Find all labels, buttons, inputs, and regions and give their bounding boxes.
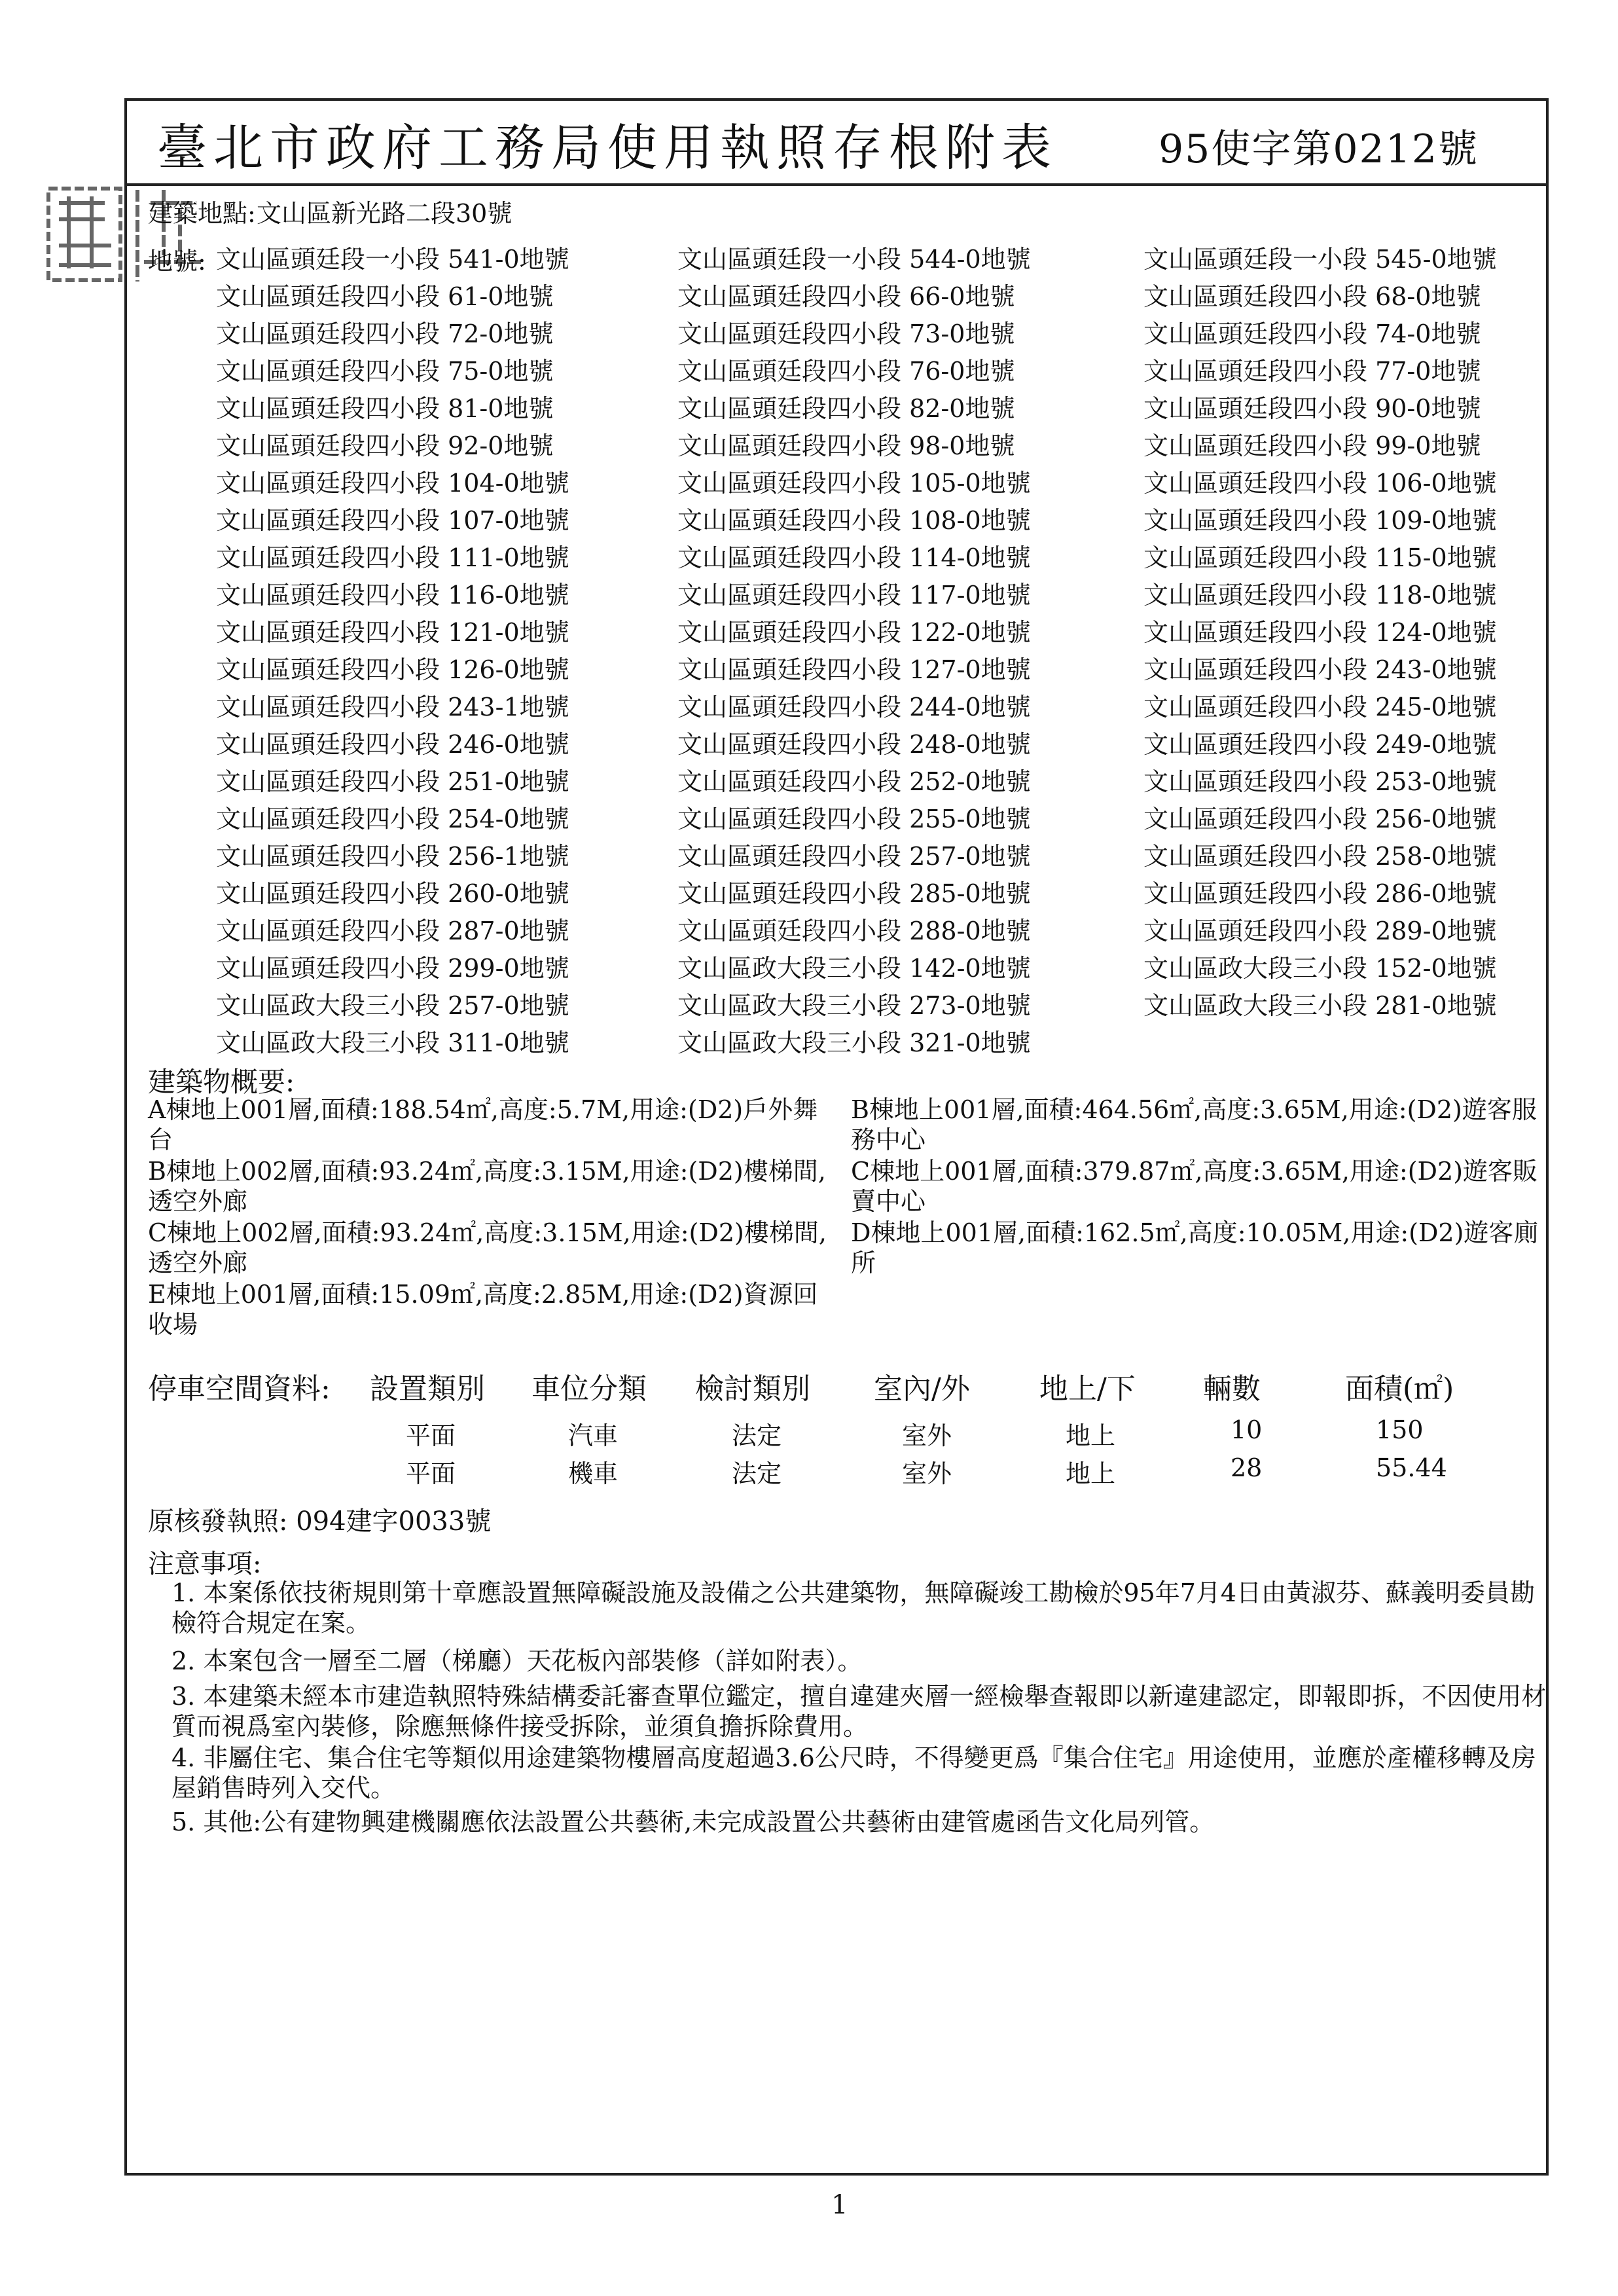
lot-item: 文山區頭廷段四小段 82-0地號 [677, 394, 1015, 423]
lot-item: 文山區頭廷段四小段 299-0地號 [216, 954, 569, 983]
building-item: B棟地上001層,面積:464.56㎡,高度:3.65M,用途:(D2)遊客服務中心 [851, 1095, 1537, 1154]
parking-cell: 10 [1231, 1415, 1263, 1444]
lot-item: 文山區頭廷段四小段 254-0地號 [216, 805, 569, 833]
building-item: E棟地上001層,面積:15.09㎡,高度:2.85M,用途:(D2)資源回收場 [148, 1280, 818, 1339]
lot-item: 文山區頭廷段四小段 66-0地號 [677, 282, 1015, 311]
lot-item: 文山區頭廷段四小段 68-0地號 [1143, 282, 1481, 311]
lot-item: 文山區頭廷段四小段 289-0地號 [1143, 917, 1497, 945]
parking-header: 面積(㎡) [1345, 1372, 1454, 1406]
lot-item: 文山區政大段三小段 152-0地號 [1143, 954, 1497, 983]
lot-item: 文山區頭廷段四小段 115-0地號 [1143, 543, 1497, 572]
title-divider [124, 183, 1549, 186]
lot-item: 文山區頭廷段四小段 74-0地號 [1143, 319, 1481, 348]
lot-item: 文山區頭廷段一小段 541-0地號 [216, 245, 569, 274]
lot-item: 文山區頭廷段四小段 285-0地號 [677, 879, 1031, 908]
lot-item: 文山區頭廷段四小段 81-0地號 [216, 394, 554, 423]
lot-item: 文山區頭廷段四小段 287-0地號 [216, 917, 569, 945]
lot-item: 文山區政大段三小段 273-0地號 [677, 991, 1031, 1020]
parking-cell: 室外 [902, 1421, 952, 1450]
parking-header: 室內/外 [874, 1372, 970, 1406]
parking-cell: 平面 [406, 1459, 456, 1488]
lot-item: 文山區頭廷段四小段 255-0地號 [677, 805, 1031, 833]
location-value: 文山區新光路二段30號 [257, 199, 512, 228]
lot-item: 文山區頭廷段四小段 286-0地號 [1143, 879, 1497, 908]
parking-header: 地上/下 [1039, 1372, 1136, 1406]
lot-item: 文山區頭廷段四小段 122-0地號 [677, 618, 1031, 647]
parking-label: 停車空間資料: [148, 1372, 331, 1406]
lot-item: 文山區頭廷段四小段 248-0地號 [677, 730, 1031, 759]
lot-item: 文山區頭廷段四小段 126-0地號 [216, 655, 569, 684]
note-item: 5. 其他:公有建物興建機關應依法設置公共藝術,未完成設置公共藝術由建管處函告文化局列管。 [171, 1808, 1215, 1836]
lot-item: 文山區頭廷段四小段 90-0地號 [1143, 394, 1481, 423]
notes-label: 注意事項: [148, 1549, 262, 1579]
lot-item: 文山區頭廷段四小段 257-0地號 [677, 842, 1031, 871]
parking-cell: 汽車 [568, 1421, 619, 1450]
lot-list [216, 241, 1538, 1062]
parking-cell: 28 [1231, 1453, 1263, 1482]
lot-item: 文山區頭廷段四小段 114-0地號 [677, 543, 1031, 572]
lot-item: 文山區政大段三小段 257-0地號 [216, 991, 569, 1020]
lot-label: 地號: [148, 247, 206, 276]
building-item: C棟地上002層,面積:93.24㎡,高度:3.15M,用途:(D2)樓梯間,透空外廊 [148, 1218, 827, 1277]
parking-header: 輛數 [1203, 1372, 1261, 1406]
lot-item: 文山區頭廷段四小段 260-0地號 [216, 879, 569, 908]
note-item: 4. 非屬住宅、集合住宅等類似用途建築物樓層高度超過3.6公尺時，不得變更爲『集合住宅』用途使用，並應於產權移轉及房屋銷售時列入交代。 [171, 1743, 1536, 1802]
lot-item: 文山區頭廷段四小段 107-0地號 [216, 506, 569, 535]
lot-item: 文山區頭廷段四小段 243-0地號 [1143, 655, 1497, 684]
parking-cell: 室外 [902, 1459, 952, 1488]
lot-item: 文山區頭廷段四小段 106-0地號 [1143, 469, 1497, 498]
lot-item: 文山區頭廷段四小段 127-0地號 [677, 655, 1031, 684]
document-title: 臺北市政府工務局使用執照存根附表 [157, 118, 1058, 177]
lot-item: 文山區政大段三小段 142-0地號 [677, 954, 1031, 983]
parking-cell: 地上 [1066, 1459, 1116, 1488]
lot-item: 文山區頭廷段四小段 98-0地號 [677, 431, 1015, 460]
lot-item: 文山區頭廷段四小段 99-0地號 [1143, 431, 1481, 460]
lot-item: 文山區政大段三小段 311-0地號 [216, 1029, 569, 1057]
lot-item: 文山區政大段三小段 321-0地號 [677, 1029, 1031, 1057]
lot-item: 文山區頭廷段四小段 244-0地號 [677, 693, 1031, 721]
lot-item: 文山區頭廷段四小段 256-1地號 [216, 842, 569, 871]
note-item: 1. 本案係依技術規則第十章應設置無障礙設施及設備之公共建築物，無障礙竣工勘檢於95年7月4日由黃淑芬、蘇義明委員勘檢符合規定在案。 [171, 1578, 1536, 1637]
lot-item: 文山區頭廷段四小段 105-0地號 [677, 469, 1031, 498]
lot-item: 文山區頭廷段四小段 258-0地號 [1143, 842, 1497, 871]
lot-item: 文山區頭廷段四小段 116-0地號 [216, 581, 569, 610]
lot-item: 文山區頭廷段四小段 118-0地號 [1143, 581, 1497, 610]
building-item: B棟地上002層,面積:93.24㎡,高度:3.15M,用途:(D2)樓梯間,透空外廊 [148, 1157, 826, 1216]
lot-item: 文山區頭廷段四小段 108-0地號 [677, 506, 1031, 535]
parking-header: 設置類別 [370, 1372, 485, 1406]
lot-item: 文山區頭廷段四小段 117-0地號 [677, 581, 1031, 610]
overview-label: 建築物概要: [148, 1066, 295, 1098]
lot-item: 文山區頭廷段四小段 124-0地號 [1143, 618, 1497, 647]
building-item: A棟地上001層,面積:188.54㎡,高度:5.7M,用途:(D2)戶外舞台 [148, 1095, 818, 1154]
lot-item: 文山區頭廷段四小段 256-0地號 [1143, 805, 1497, 833]
lot-item: 文山區頭廷段四小段 251-0地號 [216, 767, 569, 796]
lot-item: 文山區頭廷段四小段 92-0地號 [216, 431, 554, 460]
permit-number: 95使字第0212號 [1159, 126, 1479, 172]
parking-cell: 法定 [732, 1459, 782, 1488]
lot-item: 文山區頭廷段四小段 121-0地號 [216, 618, 569, 647]
lot-item: 文山區頭廷段四小段 76-0地號 [677, 357, 1015, 386]
lot-item: 文山區頭廷段四小段 109-0地號 [1143, 506, 1497, 535]
lot-item: 文山區頭廷段四小段 243-1地號 [216, 693, 569, 721]
note-item: 2. 本案包含一層至二層（梯廳）天花板內部裝修（詳如附表）。 [171, 1647, 863, 1675]
lot-item: 文山區頭廷段四小段 77-0地號 [1143, 357, 1481, 386]
lot-item: 文山區頭廷段四小段 111-0地號 [216, 543, 569, 572]
lot-item: 文山區頭廷段四小段 73-0地號 [677, 319, 1015, 348]
parking-cell: 法定 [732, 1421, 782, 1450]
lot-item: 文山區頭廷段四小段 61-0地號 [216, 282, 554, 311]
building-item: C棟地上001層,面積:379.87㎡,高度:3.65M,用途:(D2)遊客販賣中心 [851, 1157, 1538, 1216]
lot-item: 文山區頭廷段四小段 72-0地號 [216, 319, 554, 348]
original-permit: 原核發執照: 094建字0033號 [148, 1506, 492, 1537]
lot-item: 文山區頭廷段四小段 246-0地號 [216, 730, 569, 759]
lot-item: 文山區頭廷段四小段 249-0地號 [1143, 730, 1497, 759]
building-item: D棟地上001層,面積:162.5㎡,高度:10.05M,用途:(D2)遊客廁所 [851, 1218, 1539, 1277]
location-label: 建築地點: [148, 199, 256, 228]
note-item: 3. 本建築未經本市建造執照特殊結構委託審查單位鑑定，擅自違建夾層一經檢舉查報即以新違建認定，即報即拆，不因使用材質而視爲室內裝修，除應無條件接受拆除，並須負擔拆除費用。 [171, 1682, 1547, 1741]
lot-item: 文山區頭廷段四小段 104-0地號 [216, 469, 569, 498]
lot-item: 文山區頭廷段四小段 245-0地號 [1143, 693, 1497, 721]
lot-item: 文山區頭廷段四小段 253-0地號 [1143, 767, 1497, 796]
lot-item: 文山區頭廷段一小段 544-0地號 [677, 245, 1031, 274]
lot-item: 文山區政大段三小段 281-0地號 [1143, 991, 1497, 1020]
parking-header: 檢討類別 [695, 1372, 810, 1406]
parking-cell: 地上 [1066, 1421, 1116, 1450]
parking-cell: 平面 [406, 1421, 456, 1450]
page-number: 1 [831, 2190, 848, 2220]
parking-header: 車位分類 [531, 1372, 647, 1406]
parking-cell: 55.44 [1376, 1453, 1447, 1482]
lot-item: 文山區頭廷段一小段 545-0地號 [1143, 245, 1497, 274]
lot-item: 文山區頭廷段四小段 252-0地號 [677, 767, 1031, 796]
parking-cell: 機車 [568, 1459, 619, 1488]
parking-cell: 150 [1376, 1415, 1424, 1444]
lot-item: 文山區頭廷段四小段 75-0地號 [216, 357, 554, 386]
lot-item: 文山區頭廷段四小段 288-0地號 [677, 917, 1031, 945]
